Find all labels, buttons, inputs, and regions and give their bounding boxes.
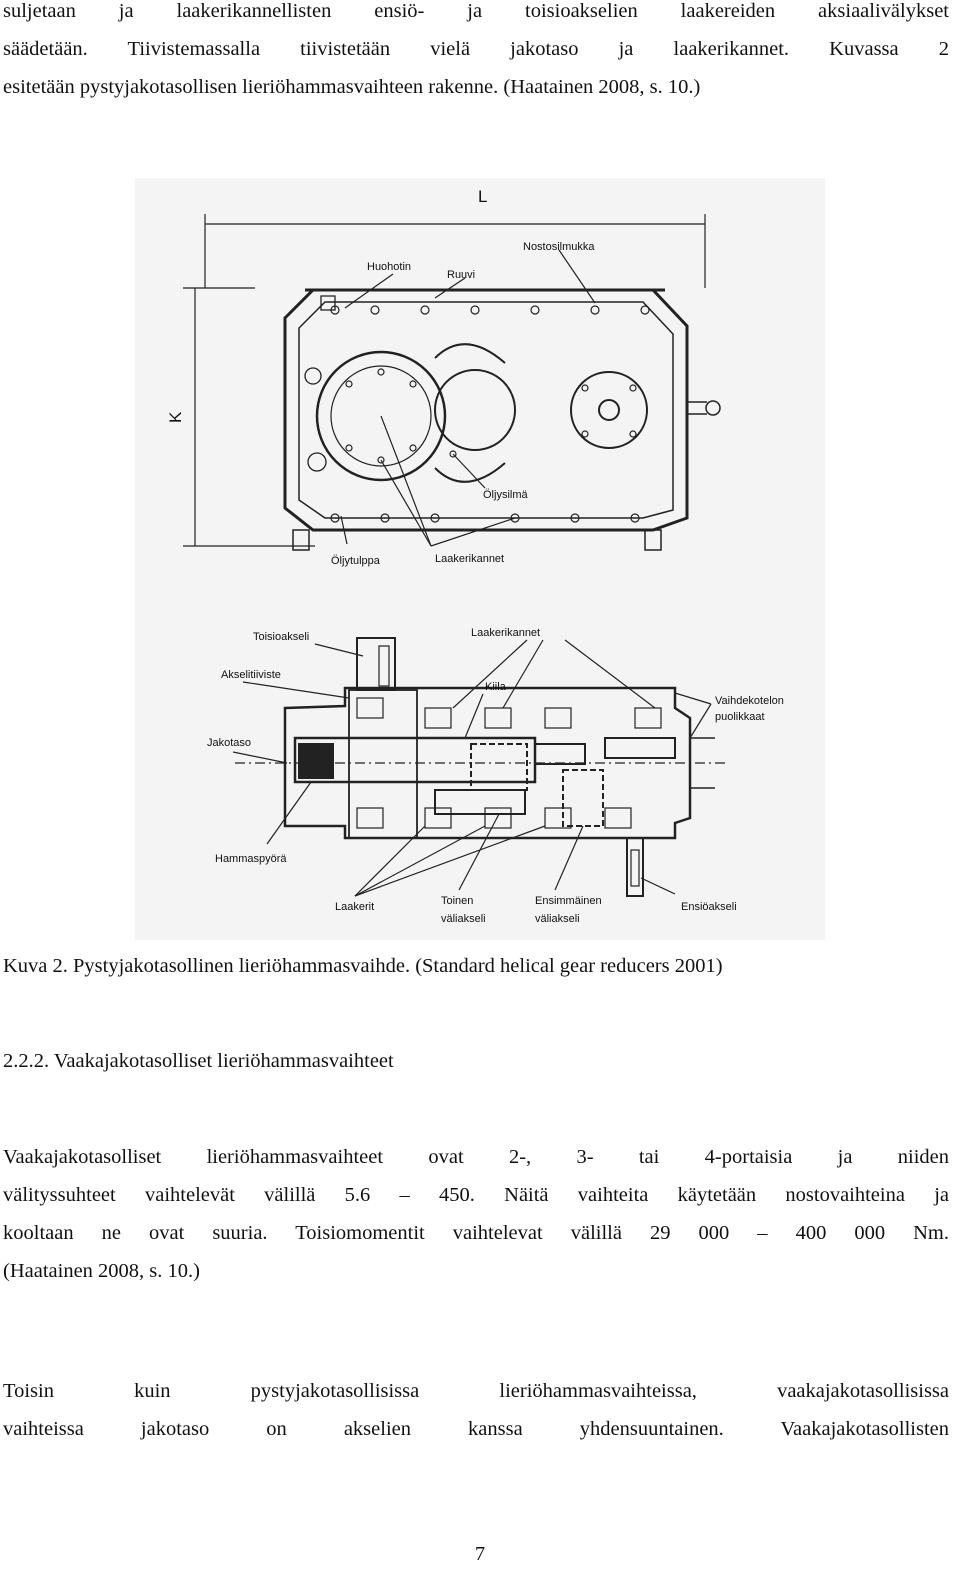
text-line: suljetaan ja laakerikannellisten ensiö- ja toisioakselien laakereiden aksiaalivälykset [3, 0, 949, 22]
text-line: Vaakajakotasolliset lieriöhammasvaihteet ovat 2-, 3- tai 4-portaisia ja niiden [3, 1146, 949, 1168]
label-ensioakseli: Ensiöakseli [681, 901, 737, 913]
figure-caption: Kuva 2. Pystyjakotasollinen lieriöhammasvaihde. (Standard helical gear reducers 2001) [3, 955, 723, 977]
label-kiila: Kiila [485, 681, 506, 693]
text-line: kooltaan ne ovat suuria. Toisiomomentit vaihtelevat välillä 29 000 – 400 000 Nm. [3, 1222, 949, 1244]
section-heading: 2.2.2. Vaakajakotasolliset lieriöhammasvaihteet [3, 1050, 394, 1072]
text-line: (Haatainen 2008, s. 10.) [3, 1260, 200, 1282]
label-oljysilma: Öljysilmä [483, 489, 528, 501]
label-laakerikannet-top: Laakerikannet [435, 553, 505, 565]
label-akselitiiviste: Akselitiiviste [221, 669, 281, 681]
text-line: vaihteissa jakotaso on akselien kanssa yhdensuuntainen. Vaakajakotasollisten [3, 1418, 949, 1440]
label-jakotaso: Jakotaso [207, 737, 252, 749]
label-oljytulppa: Öljytulppa [331, 555, 380, 567]
text-line: välityssuhteet vaihtelevät välillä 5.6 – 450. Näitä vaihteita käytetään nostovaihteina ja [3, 1184, 949, 1206]
text-line: Toisin kuin pystyjakotasollisissa lieriöhammasvaihteissa, vaakajakotasollisissa [3, 1380, 949, 1402]
gearbox-figure [135, 178, 825, 940]
label-nostosilmukka: Nostosilmukka [523, 241, 595, 253]
label-toinen-valiakseli: väliakseli [441, 913, 486, 925]
dimension-label-k: K [166, 411, 185, 423]
label-toinen: Toinen [441, 895, 474, 907]
intro-paragraph [3, 0, 949, 106]
label-vaihdekotelon: Vaihdekotelon [715, 695, 784, 707]
label-toisioakseli: Toisioakseli [253, 631, 310, 643]
label-puolikkaat: puolikkaat [715, 711, 765, 723]
body-paragraph-2 [3, 1372, 949, 1448]
text-line: säädetään. Tiivistemassalla tiivistetään vielä jakotaso ja laakerikannet. Kuvassa 2 [3, 38, 949, 60]
label-hammaspyora: Hammaspyörä [215, 853, 287, 865]
label-ruuvi: Ruuvi [447, 269, 476, 281]
page-number: 7 [474, 1543, 486, 1565]
label-laakerit: Laakerit [335, 901, 375, 913]
label-huohotin: Huohotin [367, 261, 412, 273]
dimension-label-l: L [478, 187, 488, 206]
label-laakerikannet-bottom: Laakerikannet [471, 627, 541, 639]
text-line: esitetään pystyjakotasollisen lieriöhammasvaihteen rakenne. (Haatainen 2008, s. 10.) [3, 76, 701, 98]
label-ensimmainen: Ensimmäinen [535, 895, 602, 907]
body-paragraph-1 [3, 1138, 949, 1290]
label-ensimmainen-valiakseli: väliakseli [535, 913, 580, 925]
